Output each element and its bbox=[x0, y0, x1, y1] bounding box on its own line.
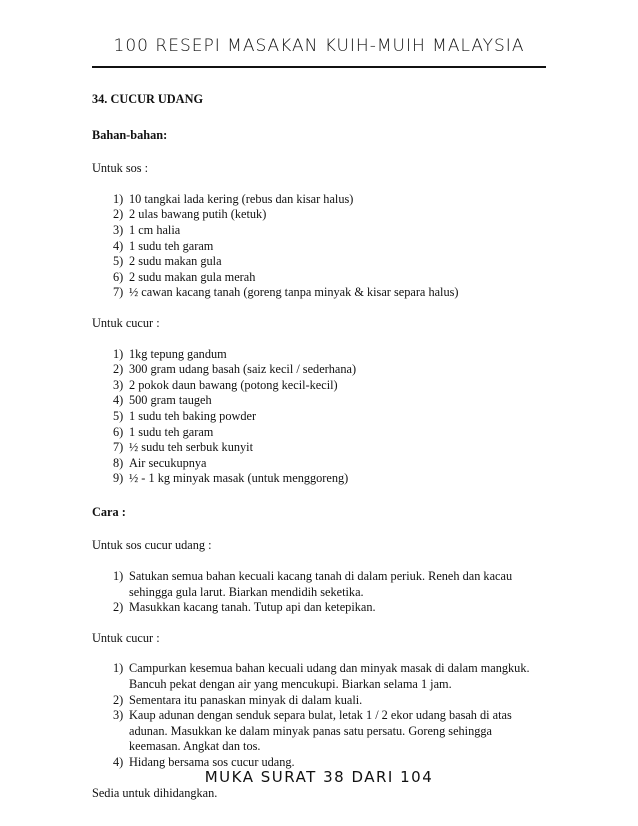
list-item-number: 2) bbox=[113, 692, 124, 707]
page-footer: MUKA SURAT 38 DARI 104 bbox=[204, 768, 434, 786]
fritter-ingredients-list bbox=[92, 347, 546, 487]
list-item-number: 4) bbox=[113, 393, 124, 408]
list-item bbox=[92, 239, 546, 255]
list-item-number: 1) bbox=[113, 346, 124, 361]
list-item-text: 2 sudu makan gula bbox=[129, 254, 222, 269]
page-header: 100 RESEPI MASAKAN KUIH-MUIH MALAYSIA bbox=[113, 36, 525, 56]
list-item-number: 5) bbox=[113, 254, 124, 269]
list-item bbox=[92, 456, 546, 472]
list-item-text: 2 ulas bawang putih (ketuk) bbox=[129, 207, 267, 222]
recipe-content bbox=[92, 92, 546, 801]
list-item-number: 6) bbox=[113, 269, 124, 284]
list-item-text: Masukkan kacang tanah. Tutup api dan ketepikan. bbox=[129, 600, 376, 615]
list-item bbox=[92, 425, 546, 441]
list-item bbox=[92, 285, 546, 301]
fritter-method-list bbox=[92, 661, 546, 770]
list-item-number: 8) bbox=[113, 455, 124, 470]
method-heading: Cara : bbox=[92, 504, 126, 519]
closing-note: Sedia untuk dihidangkan. bbox=[92, 785, 218, 800]
list-item-number: 4) bbox=[113, 238, 124, 253]
list-item bbox=[92, 569, 546, 600]
list-item-text: Satukan semua bahan kecuali kacang tanah di dalam periuk. Reneh dan kacau sehingga gula larut. Biarkan mendidih seketika. bbox=[129, 569, 513, 599]
list-item bbox=[92, 254, 546, 270]
list-item-text: 10 tangkai lada kering (rebus dan kisar halus) bbox=[129, 191, 354, 206]
list-item-text: Kaup adunan dengan senduk separa bulat, letak 1 / 2 ekor udang basah di atas adunan. Masukkan ke dalam minyak panas satu persatu. Goreng sehingga keemasan. Angkat dan tos. bbox=[129, 708, 512, 754]
list-item bbox=[92, 600, 546, 616]
list-item-text: 500 gram taugeh bbox=[129, 393, 212, 408]
list-item-number: 2) bbox=[113, 600, 124, 615]
ingredients-heading: Bahan-bahan: bbox=[92, 127, 168, 142]
list-item-text: Hidang bersama sos cucur udang. bbox=[129, 755, 295, 769]
list-item-text: 1kg tepung gandum bbox=[129, 346, 227, 361]
list-item-number: 3) bbox=[113, 222, 124, 237]
list-item-text: 1 sudu teh garam bbox=[129, 424, 214, 439]
list-item-text: Air secukupnya bbox=[129, 455, 207, 470]
list-item-number: 7) bbox=[113, 440, 124, 455]
list-item-number: 1) bbox=[113, 569, 124, 584]
list-item bbox=[92, 440, 546, 456]
list-item-number: 7) bbox=[113, 285, 124, 300]
list-item-number: 1) bbox=[113, 661, 124, 676]
list-item-number: 2) bbox=[113, 362, 124, 377]
sauce-method-heading: Untuk sos cucur udang : bbox=[92, 538, 212, 553]
list-item-text: ½ sudu teh serbuk kunyit bbox=[129, 440, 253, 455]
fritter-ingredients-heading: Untuk cucur : bbox=[92, 315, 160, 330]
list-item-text: ½ cawan kacang tanah (goreng tanpa minyak & kisar separa halus) bbox=[129, 285, 459, 300]
list-item bbox=[92, 661, 546, 692]
list-item-text: Campurkan kesemua bahan kecuali udang dan minyak masak di dalam mangkuk. Bancuh pekat dengan air yang mencukupi. Biarkan selama 1 jam. bbox=[129, 661, 530, 692]
list-item-text: 1 cm halia bbox=[129, 222, 181, 237]
list-item-number: 3) bbox=[113, 377, 124, 392]
list-item-text: ½ - 1 kg minyak masak (untuk menggoreng) bbox=[129, 471, 349, 486]
sauce-ingredients-heading: Untuk sos : bbox=[92, 161, 149, 176]
list-item bbox=[92, 207, 546, 223]
list-item-number: 5) bbox=[113, 408, 124, 423]
list-item bbox=[92, 378, 546, 394]
list-item bbox=[92, 270, 546, 286]
list-item bbox=[92, 362, 546, 378]
list-item bbox=[92, 192, 546, 208]
list-item-number: 9) bbox=[113, 471, 124, 486]
list-item-text: 2 pokok daun bawang (potong kecil-kecil) bbox=[129, 377, 338, 392]
list-item-number: 6) bbox=[113, 424, 124, 439]
header-rule bbox=[92, 66, 546, 68]
sauce-ingredients-list bbox=[92, 192, 546, 301]
list-item-text: Sementara itu panaskan minyak di dalam kuali. bbox=[129, 692, 363, 707]
list-item-text: 2 sudu makan gula merah bbox=[129, 269, 256, 284]
sauce-method-list bbox=[92, 569, 546, 616]
list-item bbox=[92, 223, 546, 239]
list-item-number: 1) bbox=[113, 191, 124, 206]
list-item bbox=[92, 693, 546, 709]
list-item-text: 300 gram udang basah (saiz kecil / sederhana) bbox=[129, 362, 357, 377]
list-item bbox=[92, 471, 546, 487]
list-item-number: 4) bbox=[113, 755, 124, 769]
recipe-title: 34. CUCUR UDANG bbox=[92, 92, 204, 106]
list-item bbox=[92, 393, 546, 409]
fritter-method-heading: Untuk cucur : bbox=[92, 630, 160, 645]
list-item-text: 1 sudu teh baking powder bbox=[129, 408, 257, 423]
list-item-number: 3) bbox=[113, 708, 124, 723]
list-item-number: 2) bbox=[113, 207, 124, 222]
list-item-text: 1 sudu teh garam bbox=[129, 238, 214, 253]
list-item bbox=[92, 347, 546, 363]
list-item bbox=[92, 708, 546, 755]
list-item bbox=[92, 409, 546, 425]
